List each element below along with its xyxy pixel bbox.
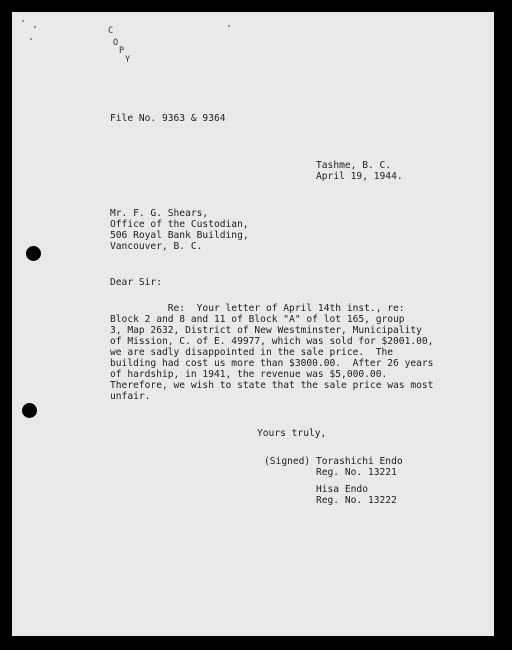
body-line: of Mission, C. of E. 49977, which was sold for $2001.00, bbox=[110, 336, 434, 347]
signature-line: Reg. No. 13221 bbox=[264, 467, 397, 478]
signature-line: (Signed) Torashichi Endo bbox=[264, 456, 403, 467]
signature-line: Hisa Endo bbox=[264, 484, 368, 495]
body-line: unfair. bbox=[110, 391, 151, 402]
punch-hole bbox=[22, 403, 37, 418]
signature-line: Reg. No. 13222 bbox=[264, 495, 397, 506]
recipient-name: Mr. F. G. Shears, bbox=[110, 208, 209, 219]
file-number: File No. 9363 & 9364 bbox=[110, 113, 226, 124]
copy-letter-c: C bbox=[108, 26, 114, 36]
copy-letter-p: P bbox=[119, 46, 125, 56]
body-line: Re: Your letter of April 14th inst., re: bbox=[110, 303, 405, 314]
paper-speck bbox=[22, 20, 24, 22]
paper-speck bbox=[30, 38, 32, 40]
body-line: Therefore, we wish to state that the sale price was most bbox=[110, 380, 434, 391]
copy-letter-y: Y bbox=[125, 55, 131, 65]
date-line: April 19, 1944. bbox=[316, 171, 403, 182]
copy-letter-o: O bbox=[113, 38, 119, 48]
body-line: 3, Map 2632, District of New Westminster, Municipality bbox=[110, 325, 422, 336]
punch-hole bbox=[26, 246, 41, 261]
place-line: Tashme, B. C. bbox=[316, 160, 392, 171]
body-line: we are sadly disappointed in the sale price. The bbox=[110, 347, 394, 358]
closing: Yours truly, bbox=[257, 428, 327, 439]
body-line: of hardship, in 1941, the revenue was $5,000.00. bbox=[110, 369, 388, 380]
body-line: Block 2 and 8 and 11 of Block "A" of lot 165, group bbox=[110, 314, 405, 325]
recipient-city: Vancouver, B. C. bbox=[110, 241, 203, 252]
document-page bbox=[12, 12, 494, 636]
recipient-building: 506 Royal Bank Building, bbox=[110, 230, 249, 241]
salutation: Dear Sir: bbox=[110, 277, 162, 288]
paper-speck bbox=[34, 26, 36, 28]
body-line: building had cost us more than $3000.00. After 26 years bbox=[110, 358, 434, 369]
recipient-office: Office of the Custodian, bbox=[110, 219, 249, 230]
paper-speck bbox=[228, 25, 230, 27]
